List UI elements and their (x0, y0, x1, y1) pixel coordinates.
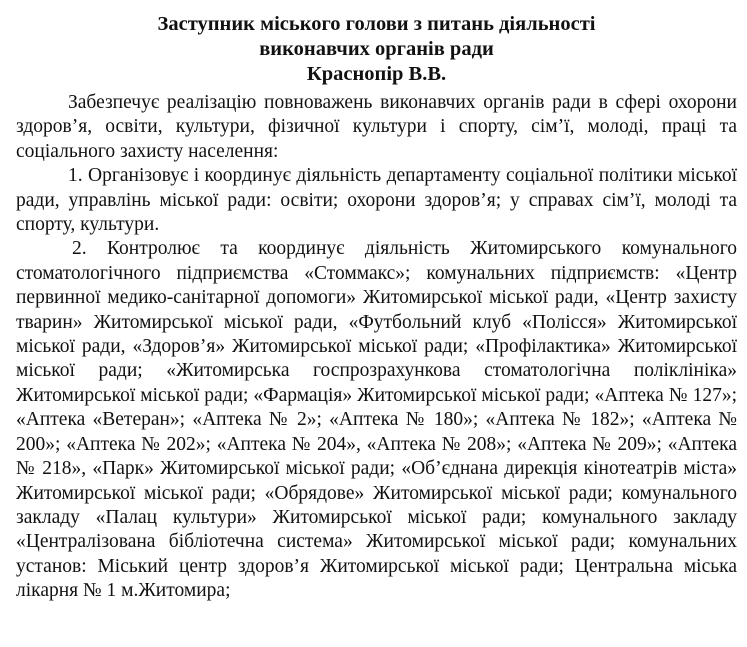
header-title-line-2: виконавчих органів ради (259, 38, 494, 60)
intro-paragraph: Забезпечує реалізацію повноважень виконавчих органів ради в сфері охорони здоров’я, освіти, культури, фізичної культури і спорту, сім’ї, молоді, праці та соціального захисту населення: (16, 92, 737, 162)
header-title-line-1: Заступник міського голови з питань діяльності (157, 13, 596, 35)
item-2-paragraph: 2. Контролює та координує діяльність Житомирського комунального стоматологічного підприємства «Стоммакс»; комунальних підприємств: «Центр первинної медико-санітарної допомоги» Житомирської міської ради, «Центр захисту тварин» Житомирської міської ради, «Футбольний клуб «Полісся» Житомирської міської ради, «Здоров’я» Житомирської міської ради; «Профілактика» Житомирської міської ради; «Житомирська госпрозрахункова стоматологічна поліклініка» Житомирської міської ради; «Фармація» Житомирської міської ради; «Аптека № 127»; «Аптека «Ветеран»; «Аптека № 2»; «Аптека № 180»; «Аптека № 182»; «Аптека № 200»; «Аптека № 202»; «Аптека № 204», «Аптека № 208»; «Аптека № 209»; «Аптека № 218», «Парк» Житомирської міської ради; «Об’єднана дирекція кінотеатрів міста» Житомирської міської ради; «Обрядове» Житомирської міської ради; комунального закладу «Палац культури» Житомирської міської ради; комунального закладу «Централізована бібліотечна система» Житомирської міської ради; комунальних установ: Міський центр здоров’я Житомирської міської ради; Центральна міська лікарня № 1 м.Житомира; (16, 238, 737, 602)
header-name: Краснопір В.В. (306, 63, 447, 85)
item-1-paragraph: 1. Організовує і координує діяльність департаменту соціальної політики міської ради, управлінь міської ради: освіти; охорони здоров’я; у справах сім’ї, молоді та спорту, культури. (16, 165, 737, 236)
document-header (16, 12, 737, 87)
